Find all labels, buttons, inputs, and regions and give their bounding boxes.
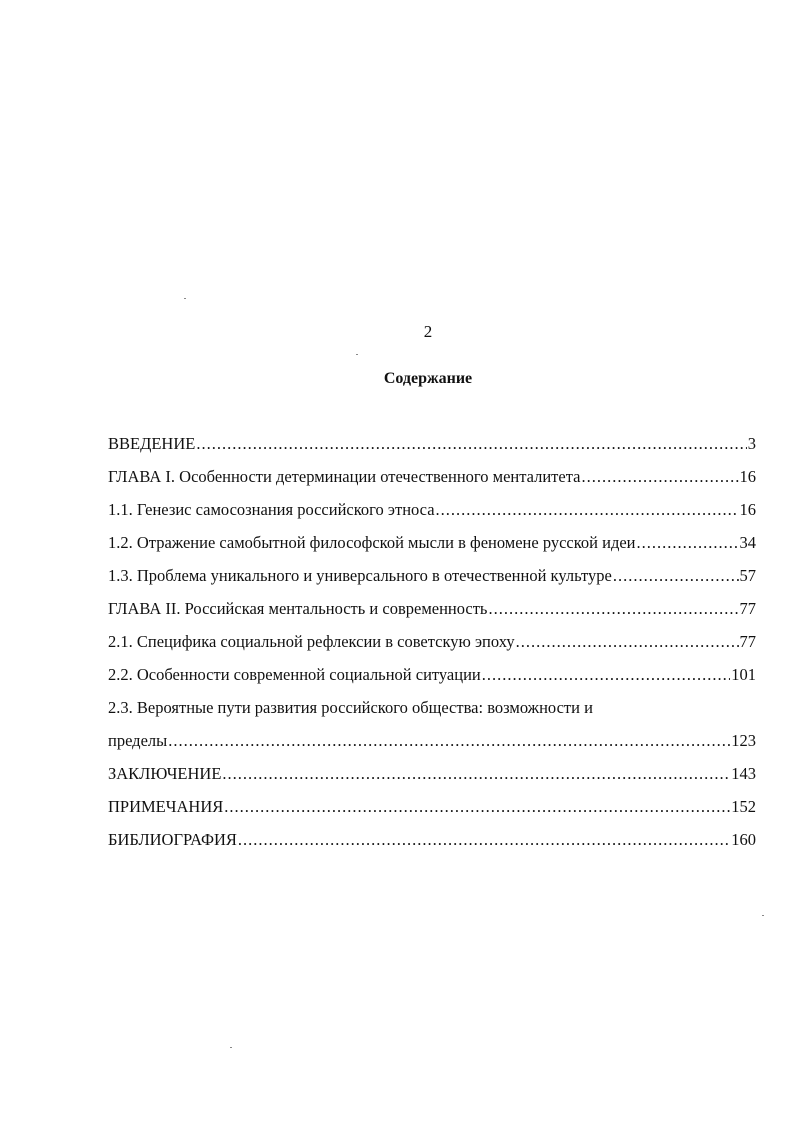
toc-entry-page: 143 [731,764,756,783]
toc-entry-page: 123 [731,731,756,750]
scan-speck [184,298,186,299]
toc-entry-label: пределы [108,731,168,750]
toc-dot-leader [488,599,738,619]
toc-entry-chapter-1[interactable] [108,467,756,500]
toc-entry-page: 152 [731,797,756,816]
toc-dot-leader [196,434,746,454]
toc-entry-label: 2.3. Вероятные пути развития российского общества: возможности и [108,698,593,717]
toc-title: Содержание [383,370,473,387]
toc-entry-2-2[interactable] [108,665,756,698]
toc-entry-page: 3 [747,434,756,453]
toc-dot-leader [168,731,730,751]
page-number: 2 [423,322,433,341]
toc-entry-1-1[interactable] [108,500,756,533]
scan-speck [230,1047,232,1048]
toc-entry-page: 160 [731,830,756,849]
toc-entry-page: 57 [739,566,756,585]
toc-entry-label: 1.3. Проблема уникального и универсального в отечественной культуре [108,566,612,585]
toc-entry-2-1[interactable] [108,632,756,665]
toc-entry-label: 1.2. Отражение самобытной философской мысли в феномене русской идеи [108,533,636,552]
toc-entry-2-3-line2[interactable] [108,731,756,764]
toc-entry-page: 77 [739,599,756,618]
toc-dot-leader [637,533,739,553]
toc-entry-1-3[interactable] [108,566,756,599]
toc-entry-introduction[interactable] [108,434,756,467]
toc-dot-leader [516,632,739,652]
toc-dot-leader [436,500,739,520]
toc-dot-leader [482,665,731,685]
toc-entry-bibliography[interactable] [108,830,756,863]
toc-entry-page: 101 [731,665,756,684]
scan-speck [356,354,358,355]
toc-dot-leader [224,797,730,817]
toc-entry-1-2[interactable] [108,533,756,566]
toc-entry-page: 16 [739,500,756,519]
toc-entry-label: ПРИМЕЧАНИЯ [108,797,224,816]
toc-entry-label: 2.2. Особенности современной социальной ситуации [108,665,481,684]
toc-dot-leader [238,830,730,850]
toc-entry-2-3-line1[interactable] [108,698,756,731]
toc-entry-page: 77 [739,632,756,651]
toc-entry-conclusion[interactable] [108,764,756,797]
toc-entry-label: 1.1. Генезис самосознания российского этноса [108,500,435,519]
toc-dot-leader [581,467,738,487]
toc-entry-label: 2.1. Специфика социальной рефлексии в советскую эпоху [108,632,515,651]
toc-entry-notes[interactable] [108,797,756,830]
toc-entry-label: БИБЛИОГРАФИЯ [108,830,237,849]
toc-entry-page: 34 [739,533,756,552]
toc-entry-chapter-2[interactable] [108,599,756,632]
toc-entry-label: ГЛАВА I. Особенности детерминации отечественного менталитета [108,467,581,486]
scan-speck [762,915,764,916]
toc-entry-page: 16 [739,467,756,486]
toc-entry-label: ЗАКЛЮЧЕНИЕ [108,764,222,783]
toc-dot-leader [613,566,739,586]
toc-entry-label: ГЛАВА II. Российская ментальность и современность [108,599,488,618]
toc-entry-label: ВВЕДЕНИЕ [108,434,196,453]
toc-dot-leader [222,764,730,784]
table-of-contents [108,434,756,863]
